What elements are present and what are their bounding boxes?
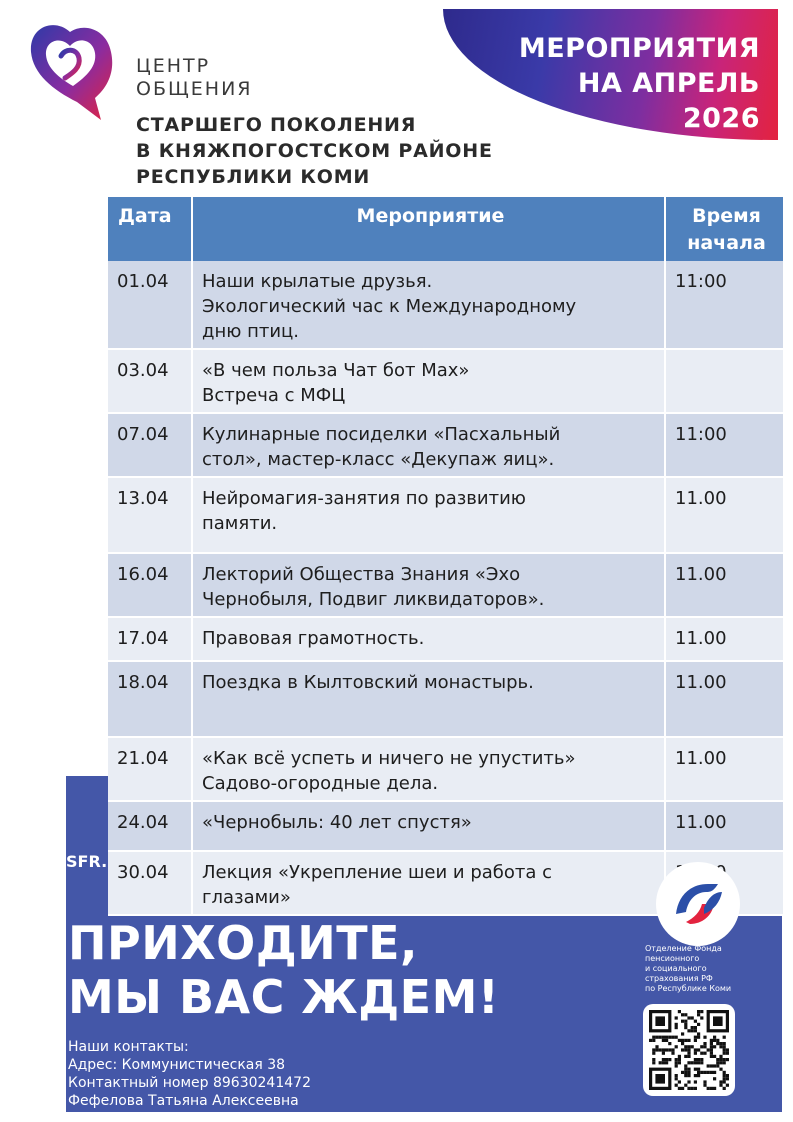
cell-time: 11.00 xyxy=(665,477,783,553)
qr-code-pattern xyxy=(649,1010,729,1090)
cell-event xyxy=(192,737,665,801)
title-line: МЕРОПРИЯТИЯ xyxy=(518,33,760,64)
table-row xyxy=(108,477,783,553)
sfr-logo-mark xyxy=(656,862,740,946)
table-row xyxy=(108,413,783,477)
table-row xyxy=(108,737,783,801)
cta-line: МЫ ВАС ЖДЕМ! xyxy=(68,970,500,1024)
cell-time: 11.00 xyxy=(665,553,783,617)
page-title xyxy=(519,31,760,136)
org-name-line: РЕСПУБЛИКИ КОМИ xyxy=(136,166,371,188)
fund-name xyxy=(645,944,755,994)
table-row xyxy=(108,349,783,413)
header-time xyxy=(665,197,783,261)
org-name-line: ОБЩЕНИЯ xyxy=(136,78,253,100)
qr-code-icon[interactable] xyxy=(643,1004,735,1096)
events-table xyxy=(108,197,783,916)
header-event: Мероприятие xyxy=(192,197,665,261)
fund-line: Отделение Фонда xyxy=(645,944,722,953)
event-line: Наши крылатые друзья. xyxy=(202,271,433,292)
event-line: Поездка в Кылтовский монастырь. xyxy=(202,672,534,693)
cell-time: 11:00 xyxy=(665,261,783,349)
cell-event xyxy=(192,477,665,553)
event-line: Лекторий Общества Знания «Эхо xyxy=(202,564,521,585)
fund-line: пенсионного xyxy=(645,954,700,963)
org-name-bottom xyxy=(136,112,493,190)
header-time-line: Время xyxy=(692,205,761,227)
event-line: Нейромагия-занятия по развитию xyxy=(202,488,526,509)
org-name-line: В КНЯЖПОГОСТСКОМ РАЙОНЕ xyxy=(136,140,493,162)
table-row xyxy=(108,801,783,851)
cell-date: 01.04 xyxy=(108,261,192,349)
cell-event xyxy=(192,553,665,617)
event-line: «Чернобыль: 40 лет спустя» xyxy=(202,812,472,833)
sfr-logo-icon xyxy=(656,862,740,946)
cell-date: 03.04 xyxy=(108,349,192,413)
event-line: «В чем польза Чат бот Max» xyxy=(202,360,470,381)
table-row xyxy=(108,617,783,661)
call-to-action xyxy=(68,916,499,1024)
cell-date: 30.04 xyxy=(108,851,192,915)
event-line: Садово-огородные дела. xyxy=(202,773,439,794)
fund-line: по Республике Коми xyxy=(645,984,732,993)
event-line: Кулинарные посиделки «Пасхальный xyxy=(202,424,561,445)
contacts-person: Фефелова Татьяна Алексеевна xyxy=(68,1093,299,1109)
event-line: Лекция «Укрепление шеи и работа с xyxy=(202,862,553,883)
cell-event xyxy=(192,349,665,413)
events-table-container xyxy=(108,197,783,916)
header-time-line: начала xyxy=(687,232,766,254)
cell-time: 11.00 xyxy=(665,801,783,851)
cell-date: 07.04 xyxy=(108,413,192,477)
cell-date: 18.04 xyxy=(108,661,192,737)
cell-event xyxy=(192,801,665,851)
cell-date: 16.04 xyxy=(108,553,192,617)
cell-time: 11.00 xyxy=(665,617,783,661)
table-header-row xyxy=(108,197,783,261)
event-line: дню птиц. xyxy=(202,321,300,342)
title-line: 2026 xyxy=(682,103,760,134)
cell-event xyxy=(192,413,665,477)
fund-line: и социального xyxy=(645,964,707,973)
event-line: стол», мастер-класс «Декупаж яиц». xyxy=(202,449,555,470)
event-line: глазами» xyxy=(202,887,291,908)
header-banner xyxy=(443,9,778,140)
org-name-top xyxy=(136,55,252,101)
org-name-line: СТАРШЕГО ПОКОЛЕНИЯ xyxy=(136,114,417,136)
title-line: НА АПРЕЛЬ xyxy=(577,68,760,99)
cell-time: 11.00 xyxy=(665,737,783,801)
table-row xyxy=(108,261,783,349)
cell-time: 11:00 xyxy=(665,413,783,477)
cell-event xyxy=(192,617,665,661)
cell-date: 13.04 xyxy=(108,477,192,553)
cell-event xyxy=(192,261,665,349)
header-date: Дата xyxy=(108,197,192,261)
contacts-block xyxy=(68,1038,311,1110)
table-row xyxy=(108,553,783,617)
cell-event xyxy=(192,851,665,915)
cell-time xyxy=(665,349,783,413)
event-line: Экологический час к Международному xyxy=(202,296,577,317)
fund-line: страхования РФ xyxy=(645,974,713,983)
cta-line: ПРИХОДИТЕ, xyxy=(68,916,419,970)
event-line: Правовая грамотность. xyxy=(202,628,425,649)
cell-event xyxy=(192,661,665,737)
event-line: памяти. xyxy=(202,513,278,534)
heart-speech-bubble-icon xyxy=(25,22,115,122)
cell-time: 11.00 xyxy=(665,661,783,737)
cell-date: 24.04 xyxy=(108,801,192,851)
cell-date: 21.04 xyxy=(108,737,192,801)
contacts-address: Адрес: Коммунистическая 38 xyxy=(68,1057,286,1073)
side-text: SFR. xyxy=(66,852,108,871)
org-name-line: ЦЕНТР xyxy=(136,55,211,77)
event-line: «Как всё успеть и ничего не упустить» xyxy=(202,748,576,769)
table-row xyxy=(108,661,783,737)
event-line: Встреча с МФЦ xyxy=(202,385,346,406)
contacts-phone: Контактный номер 89630241472 xyxy=(68,1075,311,1091)
cell-date: 17.04 xyxy=(108,617,192,661)
contacts-heading: Наши контакты: xyxy=(68,1039,189,1055)
event-line: Чернобыля, Подвиг ликвидаторов». xyxy=(202,589,545,610)
